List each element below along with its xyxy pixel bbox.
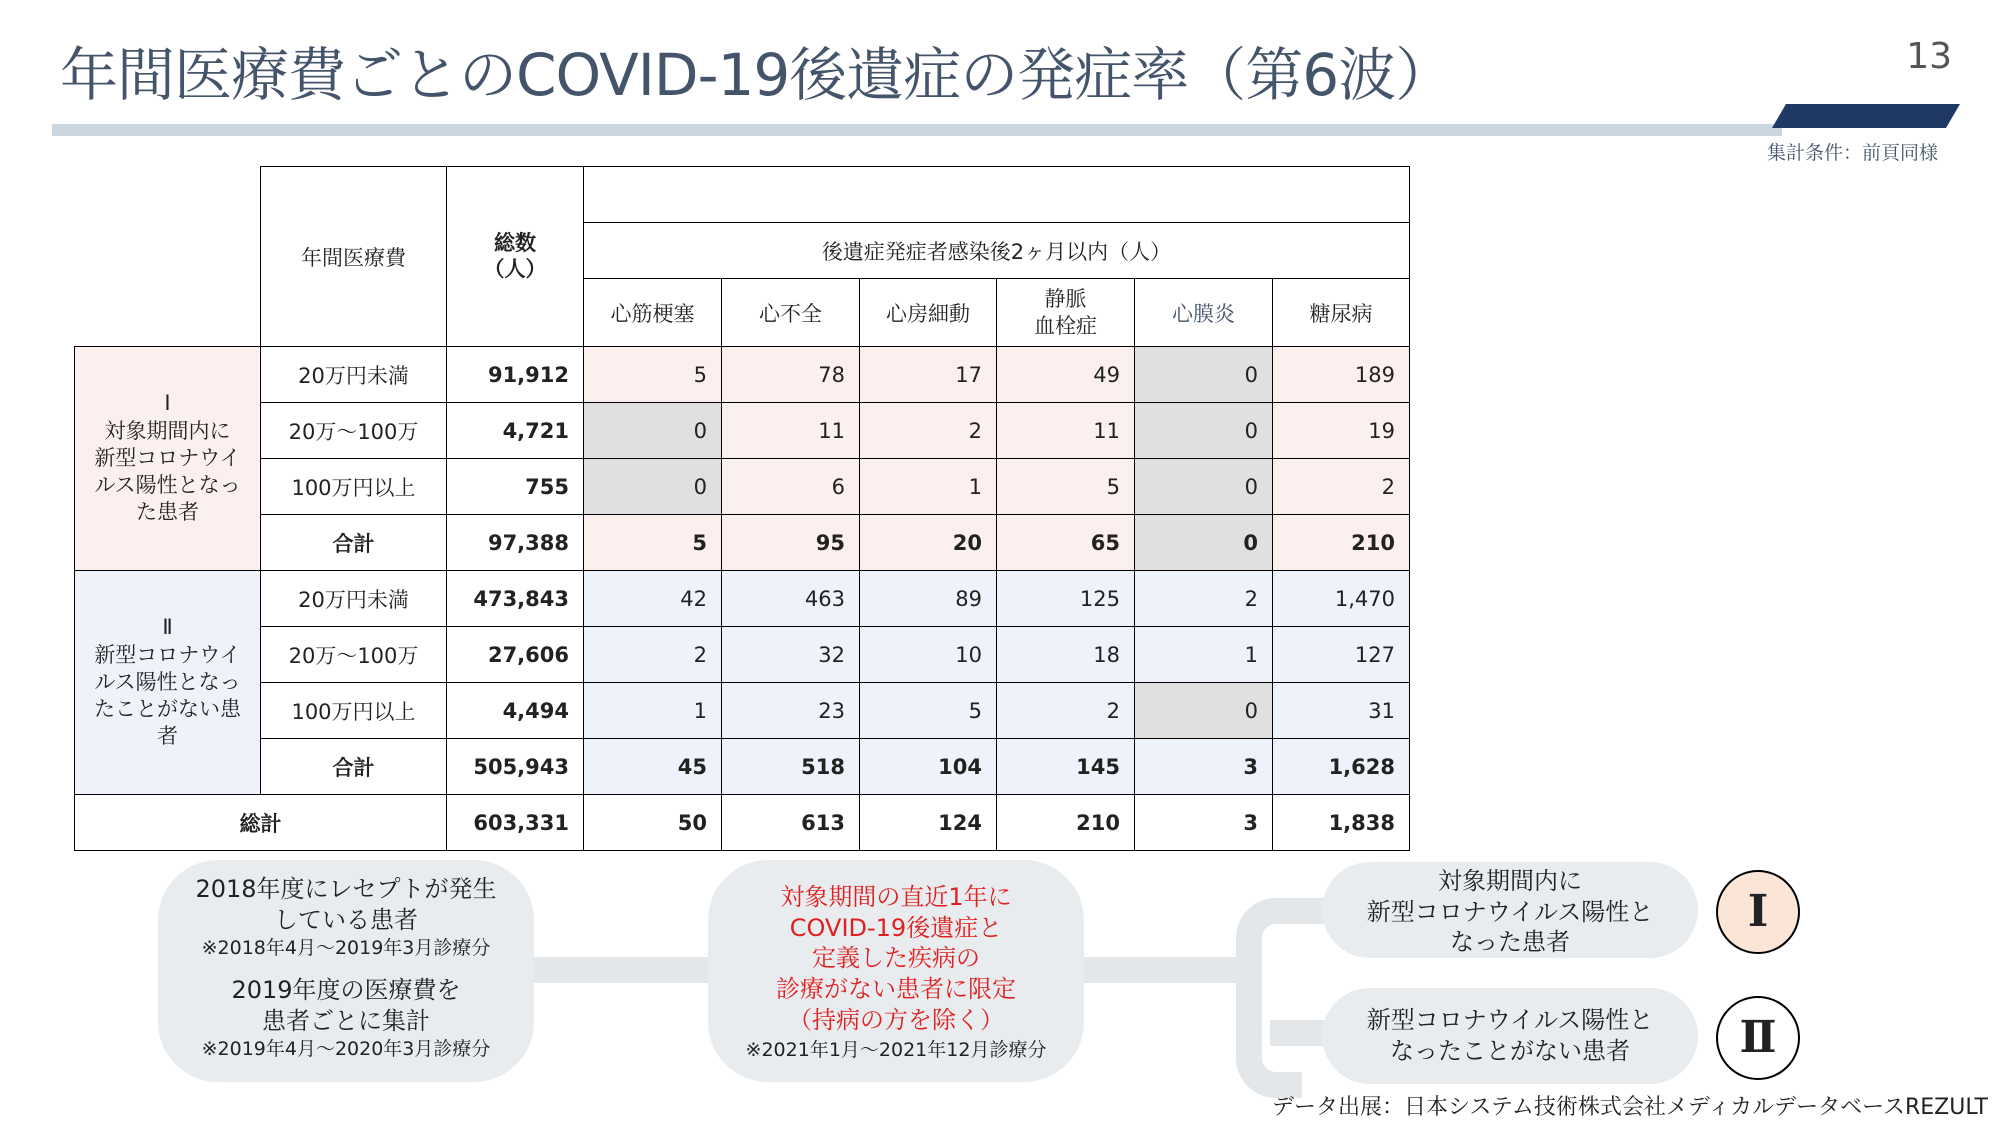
value-cell: 2 bbox=[1135, 571, 1273, 627]
table-row bbox=[75, 403, 1410, 459]
value-cell: 89 bbox=[860, 571, 997, 627]
total-cell: 27,606 bbox=[447, 627, 584, 683]
value-cell: 45 bbox=[584, 739, 722, 795]
header-disease: 心不全 bbox=[722, 279, 860, 347]
header-disease: 心膜炎 bbox=[1135, 279, 1273, 347]
value-cell: 6 bbox=[722, 459, 860, 515]
value-cell: 1 bbox=[860, 459, 997, 515]
total-cell: 4,494 bbox=[447, 683, 584, 739]
value-cell: 42 bbox=[584, 571, 722, 627]
value-cell: 2 bbox=[997, 683, 1135, 739]
total-cell: 755 bbox=[447, 459, 584, 515]
data-source: データ出展：日本システム技術株式会社メディカルデータベースREZULT bbox=[1272, 1095, 1988, 1120]
data-table bbox=[74, 166, 1410, 851]
value-cell: 0 bbox=[584, 403, 722, 459]
value-cell: 518 bbox=[722, 739, 860, 795]
group2-circle-badge: Ⅱ bbox=[1716, 996, 1800, 1080]
header-disease: 静脈 血栓症 bbox=[997, 279, 1135, 347]
value-cell: 50 bbox=[584, 795, 722, 851]
title-underline bbox=[52, 124, 1782, 136]
fee-cell: 合計 bbox=[261, 515, 447, 571]
fee-cell: 合計 bbox=[261, 739, 447, 795]
value-cell: 18 bbox=[997, 627, 1135, 683]
grand-total-row bbox=[75, 795, 1410, 851]
value-cell: 463 bbox=[722, 571, 860, 627]
fee-cell: 100万円以上 bbox=[261, 683, 447, 739]
value-cell: 104 bbox=[860, 739, 997, 795]
value-cell: 2 bbox=[1273, 459, 1410, 515]
table-row bbox=[75, 627, 1410, 683]
fee-cell: 20万円未満 bbox=[261, 347, 447, 403]
title-accent-bar bbox=[1772, 104, 1960, 128]
condition-note: 集計条件：前頁同様 bbox=[1766, 142, 1938, 164]
table-row bbox=[75, 347, 1410, 403]
total-cell: 91,912 bbox=[447, 347, 584, 403]
header-disease: 心筋梗塞 bbox=[584, 279, 722, 347]
value-cell: 125 bbox=[997, 571, 1135, 627]
total-cell: 603,331 bbox=[447, 795, 584, 851]
value-cell: 17 bbox=[860, 347, 997, 403]
value-cell: 210 bbox=[1273, 515, 1410, 571]
value-cell: 0 bbox=[1135, 515, 1273, 571]
value-cell: 5 bbox=[997, 459, 1135, 515]
header-group: 後遺症発症者感染後2ヶ月以内（人） bbox=[584, 223, 1410, 279]
header-disease: 心房細動 bbox=[860, 279, 997, 347]
value-cell: 32 bbox=[722, 627, 860, 683]
value-cell: 5 bbox=[584, 347, 722, 403]
value-cell: 3 bbox=[1135, 739, 1273, 795]
total-cell: 505,943 bbox=[447, 739, 584, 795]
value-cell: 20 bbox=[860, 515, 997, 571]
value-cell: 19 bbox=[1273, 403, 1410, 459]
value-cell: 49 bbox=[997, 347, 1135, 403]
fee-cell: 20万～100万 bbox=[261, 403, 447, 459]
value-cell: 1,470 bbox=[1273, 571, 1410, 627]
value-cell: 23 bbox=[722, 683, 860, 739]
value-cell: 613 bbox=[722, 795, 860, 851]
header-fee: 年間医療費 bbox=[261, 167, 447, 347]
value-cell: 0 bbox=[1135, 347, 1273, 403]
fee-cell: 100万円以上 bbox=[261, 459, 447, 515]
connector-line bbox=[1270, 898, 1330, 924]
value-cell: 11 bbox=[997, 403, 1135, 459]
value-cell: 124 bbox=[860, 795, 997, 851]
header-disease: 糖尿病 bbox=[1273, 279, 1410, 347]
fee-cell: 20万～100万 bbox=[261, 627, 447, 683]
value-cell: 3 bbox=[1135, 795, 1273, 851]
value-cell: 31 bbox=[1273, 683, 1410, 739]
flow-box-exclusion: 対象期間の直近1年に COVID-19後遺症と 定義した疾病の 診療がない患者に限定 （持病の方を除く） ※2021年1月～2021年12月診療分 bbox=[708, 860, 1084, 1082]
value-cell: 210 bbox=[997, 795, 1135, 851]
connector-line bbox=[1270, 1020, 1330, 1046]
value-cell: 189 bbox=[1273, 347, 1410, 403]
value-cell: 0 bbox=[1135, 403, 1273, 459]
value-cell: 1 bbox=[1135, 627, 1273, 683]
value-cell: 78 bbox=[722, 347, 860, 403]
value-cell: 11 bbox=[722, 403, 860, 459]
grand-total-label: 総計 bbox=[75, 795, 447, 851]
table-row bbox=[75, 515, 1410, 571]
value-cell: 5 bbox=[860, 683, 997, 739]
value-cell: 0 bbox=[1135, 683, 1273, 739]
group-label: Ⅱ 新型コロナウイルス陽性となったことがない患者 bbox=[75, 571, 261, 795]
value-cell: 145 bbox=[997, 739, 1135, 795]
flow-box-group2: 新型コロナウイルス陽性と なったことがない患者 bbox=[1322, 988, 1698, 1084]
value-cell: 2 bbox=[584, 627, 722, 683]
value-cell: 0 bbox=[584, 459, 722, 515]
value-cell: 65 bbox=[997, 515, 1135, 571]
group-label: Ⅰ 対象期間内に 新型コロナウイルス陽性となった患者 bbox=[75, 347, 261, 571]
value-cell: 5 bbox=[584, 515, 722, 571]
table-row bbox=[75, 571, 1410, 627]
value-cell: 127 bbox=[1273, 627, 1410, 683]
flow-box-base: 2018年度にレセプトが発生 している患者 ※2018年4月～2019年3月診療分 2019年度の医療費を 患者ごとに集計 ※2019年4月～2020年3月診療分 bbox=[158, 860, 534, 1082]
total-cell: 97,388 bbox=[447, 515, 584, 571]
value-cell: 95 bbox=[722, 515, 860, 571]
page-number: 13 bbox=[1906, 36, 1952, 77]
value-cell: 2 bbox=[860, 403, 997, 459]
value-cell: 1,838 bbox=[1273, 795, 1410, 851]
group1-circle-badge: Ⅰ bbox=[1716, 870, 1800, 954]
page-title: 年間医療費ごとのCOVID-19後遺症の発症率（第6波） bbox=[60, 41, 1453, 109]
value-cell: 1,628 bbox=[1273, 739, 1410, 795]
value-cell: 10 bbox=[860, 627, 997, 683]
total-cell: 4,721 bbox=[447, 403, 584, 459]
value-cell: 1 bbox=[584, 683, 722, 739]
table-row bbox=[75, 683, 1410, 739]
table-row bbox=[75, 459, 1410, 515]
connector-branch bbox=[1236, 898, 1302, 1098]
header-total: 総数 （人） bbox=[447, 167, 584, 347]
value-cell: 0 bbox=[1135, 459, 1273, 515]
flow-box-group1: 対象期間内に 新型コロナウイルス陽性と なった患者 bbox=[1322, 862, 1698, 958]
fee-cell: 20万円未満 bbox=[261, 571, 447, 627]
table-row bbox=[75, 739, 1410, 795]
total-cell: 473,843 bbox=[447, 571, 584, 627]
